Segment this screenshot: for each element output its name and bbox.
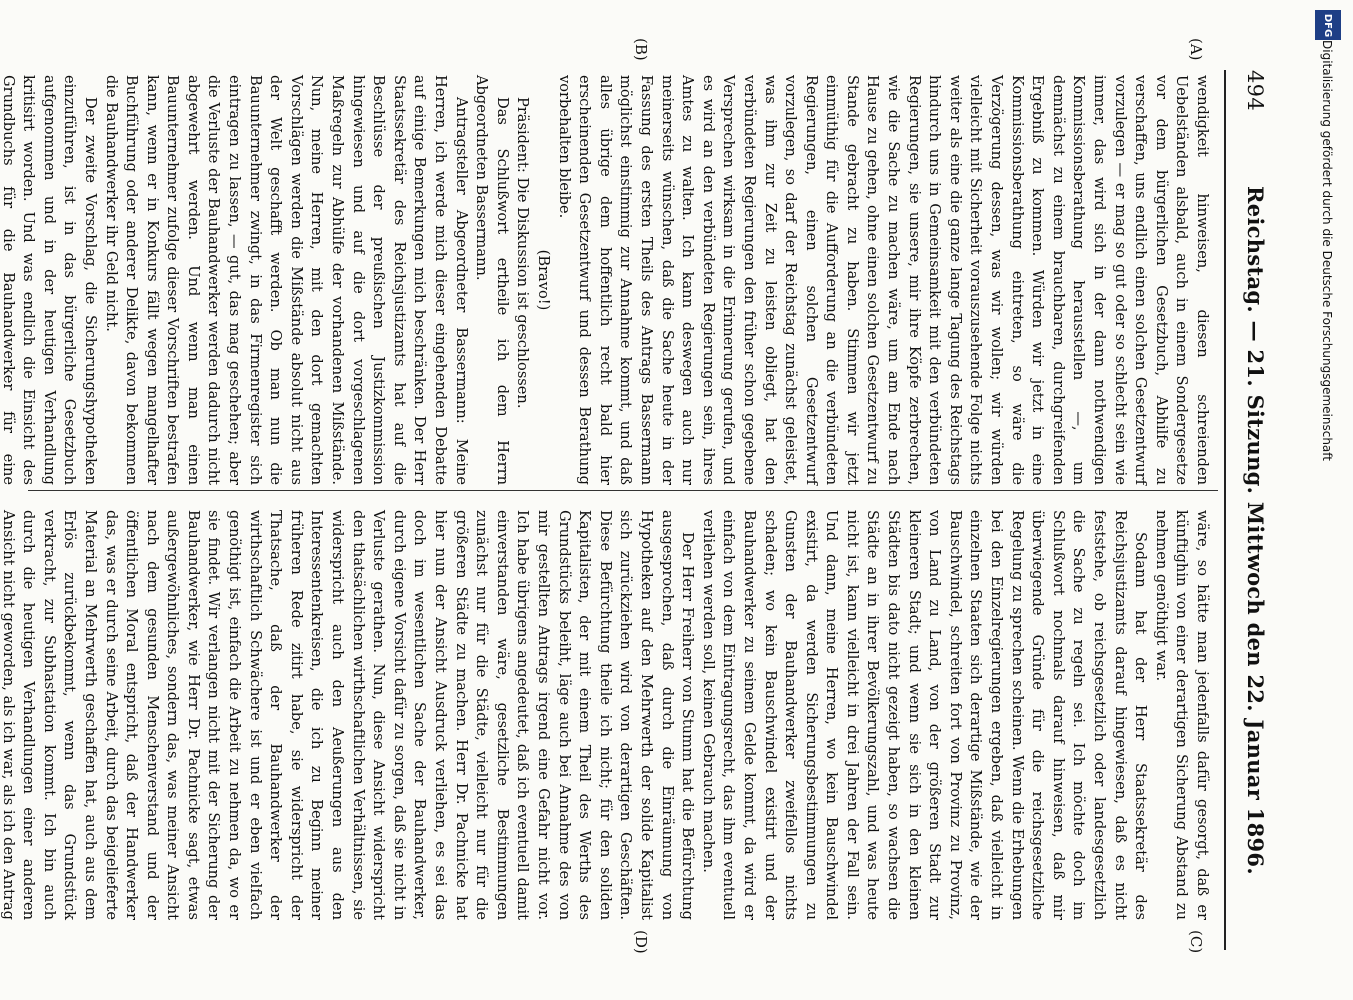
dfg-logo: DFG [1315, 10, 1341, 40]
page-header [1234, 70, 1268, 950]
digitization-credit [1312, 8, 1342, 993]
paragraph: wendigkeit hinweisen, diesen schreienden Uebelständen alsbald, auch in einem Sondergesetze vor dem bürgerlichen Gesetzbuch, Abhilfe zu verschaffen, uns endlich einen solchen Gesetzentwurf vorzulegen — er mag so gut oder so schlecht sein wie immer, das wird sich in der dann nothwendigen Kommissionsberathung herausstellen —, um demnächst zu einem brauchbaren, durchgreifenden Ergebniß zu kommen. Würden wir jetzt in eine Kommissionsberathung eintreten, so wäre die Verzögerung dessen, was wir wollen; wir würden vielleicht mit Sicherheit vorauszusehende Folge nichts weiter als eine die ganze lange Tagung des Reichstags hindurch uns in Gemeinsamkeit mit den verbündeten Regierungen, sie unsere, mir ihre Köpfe zerbrechen, wie die Sache zu machen wäre, um am Ende nach Hause zu gehen, ohne einen solchen Gesetzentwurf zu Stande gebracht zu haben. Stimmen wir jetzt einmüthig für die Aufforderung an die verbündeten Regierungen, einen solchen Gesetzentwurf vorzulegen, so darf der Reichstag zunächst geleistet, was ihm zur Zeit zu leisten obliegt, hat den verbündeten Regierungen den früher schon gegebene Versprechen wirksam in die Erinnerung gerufen, und es wird an den verbündeten Regierungen sein, ihres Amtes zu walten. Ich kann deswegen auch nur meinerseits wünschen, daß die Sache heute in der Fassung des ersten Theils des Antrags Bassermann möglichst einstimmig zur Annahme kommt, und daß alles übrige dem hoffentlich recht bald hier erscheinenden Gesetzentwurf und dessen Berathung vorbehalten bleibe. [555, 75, 1211, 485]
paragraph-speech: Antragsteller Abgeordneter Bassermann: Meine Herren, ich werde mich dieser eingehenden Debatte auf einige Bemerkungen mich beschränken. Der Herr Staatssekretär des Reichsjustizamts hat auf die Beschlüsse der preußischen Justizkommission hingewiesen und auf die dort vorgeschlagenen Maßregeln zur Abhülfe der vorhandenen Mißstände. Nun, meine Herren, mit den dort gemachten Vorschlägen werden die Mißstände absolut nicht aus der Welt geschafft werden. Ob man nun die Bauunternehmer zwingt, in das Firmenregister sich eintragen zu lassen, — gut, das mag geschehen; aber die Verluste der Bauhandwerker werden dadurch nicht abgewehrt werden. Und wenn man einen Bauunternehmer zufolge dieser Vorschriften bestrafen kann, wenn er in Konkurs fällt wegen mangelhafter Buchführung oder anderer Delikte, davon bekommen die Bauhandwerker ihr Geld nicht. [102, 75, 470, 485]
right-column [0, 510, 1212, 920]
column-divider [28, 490, 1218, 491]
left-column [0, 75, 1212, 485]
margin-marker-d: (D) [632, 930, 650, 954]
paragraph: wäre, so hätte man jedenfalls dafür gesorgt, daß er künftighin von einer derartigen Sicherung Abstand zu nehmen genöthigt war. [1152, 510, 1211, 920]
running-title: Reichstag. — 21. Sitzung. Mittwoch den 22. Januar 1896. [1243, 186, 1268, 875]
credit-text: Digitalisierung gefördert durch die Deutsche Forschungsgemeinschaft [1320, 40, 1334, 462]
interjection: (Bravo!) [535, 249, 552, 311]
page-number: 494 [1243, 70, 1267, 111]
margin-marker-a: (A) [1187, 38, 1205, 61]
paragraph-president: Präsident: Die Diskussion ist geschlossen. [514, 97, 532, 409]
header-rule [1224, 70, 1226, 950]
margin-marker-c: (C) [1187, 930, 1205, 954]
paragraph: Das Schlußwort ertheile ich dem Herrn Abgeordneten Bassermann. [473, 75, 511, 485]
margin-marker-b: (B) [632, 38, 650, 61]
paragraph: Sodann hat der Herr Staatssekretär des Reichsjustizamts darauf hingewiesen, daß es nicht feststehe, ob reichsgesetzlich oder landesgesetzlich die Sache zu regeln sei. Ich möchte doch im Schlußwort nochmals darauf hinweisen, daß mir überwiegende Gründe für die reichsgesetzliche Regelung zu sprechen scheinen. Wenn die Erhebungen bei den Einzelregierungen ergeben, daß vielleicht in einzelnen Staaten sich derartige Mißstände, wie der Bauschwindel, schreiten fort von Provinz zu Provinz, von Land zu Land, von der größeren Stadt zur kleineren Stadt; und wenn sie sich in den kleinen Städten bis dato nicht gezeigt haben, so wachsen die Städte an in ihrer Bevölkerungszahl, und was heute nicht ist, kann vielleicht in drei Jahren der Fall sein. Und dann, meine Herren, wo kein Bauschwindel existirt, da werden Sicherungsbestimmungen zu Gunsten der Bauhandwerker zweifellos nichts schaden; wo kein Bauschwindel existirt und der Bauhandwerker zu seinem Gelde kommt, da wird er einfach von dem Eintragungsrecht, das ihm eventuell verliehen werden soll, keinen Gebrauch machen. [699, 510, 1150, 920]
paragraph: Der Herr Freiherr von Stumm hat die Befürchtung ausgesprochen, daß durch die Einräumung von Hypotheken auf den Mehrwerth der solide Kapitalist sich zurückziehen wird von derartigen Geschäften. Diese Befürchtung theile ich nicht; für den soliden Kapitalisten, der mit einem Theil des Werths des Grundstücks beleiht, läge auch bei Annahme des von mir gestellten Antrags irgend eine Gefahr nicht vor. Ich habe übrigens angedeutet, daß ich eventuell damit einverstanden wäre, gesetzliche Bestimmungen zunächst nur für die Städte, vielleicht nur für die größeren Städte zu machen. Herr Dr. Pachnicke hat hier nun der Ansicht Ausdruck verliehen, es sei das doch im wesentlichen Sache der Bauhandwerker, durch eigene Vorsicht dafür zu sorgen, daß sie nicht in Verluste gerathen. Nun, diese Ansicht widerspricht den thatsächlichen wirthschaftlichen Verhältnissen, sie widerspricht auch den Aeußerungen aus den Interessentenkreisen, die ich zu Beginn meiner früheren Rede zitirt habe, sie widerspricht der Thatsache, daß der Bauhandwerker der wirthschaftlich Schwächere ist und er eben vielfach genöthigt ist, einfach die Arbeit zu nehmen da, wo er sie findet. Wir verlangen nicht mit der Sicherung der Bauhandwerker, wie Herr Dr. Pachnicke sagt, etwas außergewöhnliches, sondern das, was meiner Ansicht nach dem gesunden Menschenverstand und der öffentlichen Moral entspricht, daß der Handwerker das, was er durch seine Arbeit, durch das beigelieferte Material an Mehrwerth geschaffen hat, auch aus dem Erlös zurückbekommt, wenn das Grundstück verkracht, zur Subhastation kommt. Ich bin auch durch die heutigen Verhandlungen einer anderen Ansicht nicht geworden, als ich war, als ich den Antrag [0, 510, 697, 920]
paragraph: Der zweite Vorschlag, die Sicherungshypotheken einzuführen, ist in das bürgerliche Gesetzbuch aufgenommen und in der heutigen Verhandlung kritisirt worden. Und was endlich die Einsicht des Grundbuchs für die Bauhandwerker für eine [0, 75, 99, 485]
